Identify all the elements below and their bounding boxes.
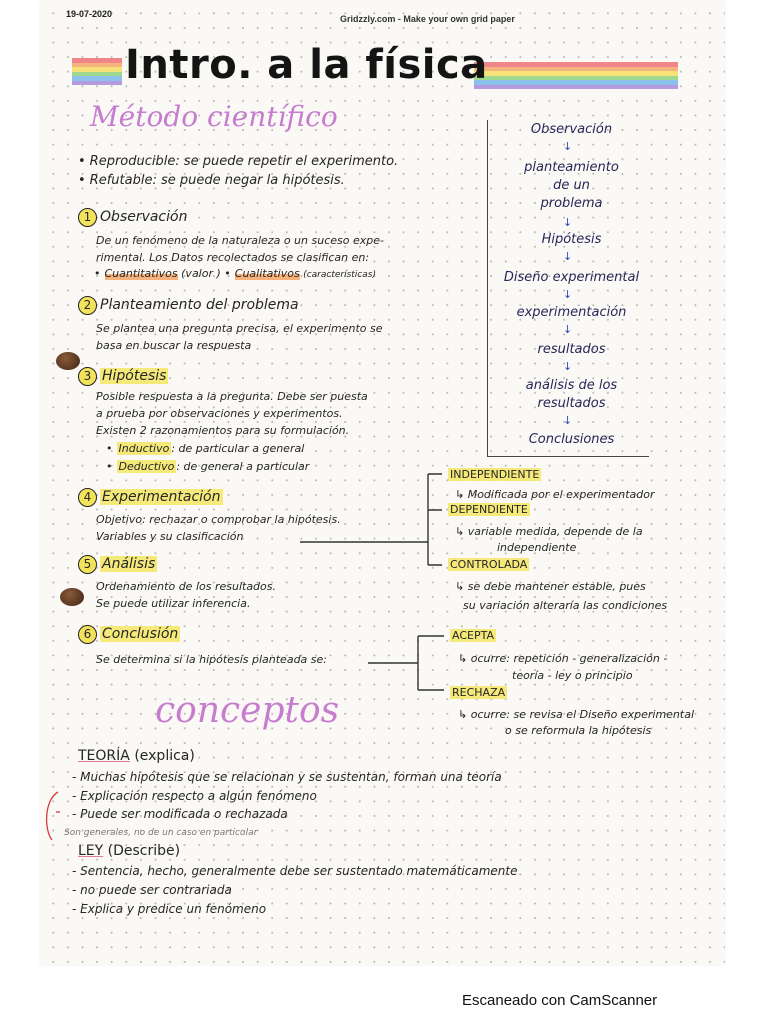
teoria-heading: TEORÍA (explica)	[78, 748, 195, 764]
flow-arrow-7: ↓	[563, 414, 573, 427]
step-2-heading: 2 Planteamiento del problema	[78, 296, 299, 315]
flow-hipotesis: Hipótesis	[541, 232, 602, 247]
conclusion-brace	[368, 636, 444, 690]
step-3-text-3: Existen 2 razonamientos para su formulación.	[96, 424, 350, 437]
page-date: 19-07-2020	[66, 9, 113, 19]
flow-analisis-resultados: resultados	[537, 396, 606, 411]
method-flowchart	[487, 120, 649, 457]
red-bracket	[47, 792, 58, 840]
ley-heading: LEY (Describe)	[78, 843, 181, 859]
flow-problema: problema	[540, 196, 603, 211]
branch-rechaza-note-1: ↳ ocurre: se revisa el Diseño experimental	[458, 708, 695, 721]
step-5-text-1: Ordenamiento de los resultados.	[96, 580, 276, 593]
flow-conclusiones: Conclusiones	[528, 432, 615, 447]
flow-resultados: resultados	[537, 342, 606, 357]
branch-acepta-note-2: teoría - ley o principio	[512, 669, 633, 682]
flow-planteamiento: planteamiento	[524, 160, 619, 175]
step-5-heading: 5 Análisis	[78, 555, 157, 574]
flow-experimentacion: experimentación	[516, 305, 627, 320]
step-1-text-1: De un fenómeno de la naturaleza o un suceso expe-	[96, 234, 384, 247]
var-dependiente-note-1: ↳ variable medida, depende de la	[455, 525, 643, 538]
flow-analisis: análisis de los	[525, 378, 618, 393]
ley-line-2: - no puede ser contrariada	[72, 883, 232, 897]
page-source: Gridzzly.com - Make your own grid paper	[340, 14, 515, 24]
teoria-line-3: - Puede ser modificada o rechazada	[72, 807, 288, 821]
step-1-text-2: rimental. Los Datos recolectados se clasifican en:	[96, 251, 370, 264]
var-controlada-note-1: ↳ se debe mantener estable, pues	[455, 580, 646, 593]
bullet-refutable: • Refutable: se puede negar la hipótesis.	[78, 173, 345, 188]
ley-line-3: - Explica y predice un fenómeno	[72, 902, 267, 916]
scanner-footer: Escaneado con CamScanner	[462, 992, 658, 1009]
metodo-heading: Método científico	[90, 100, 338, 133]
var-independiente: INDEPENDIENTE	[450, 468, 540, 481]
flow-arrow-4: ↓	[563, 288, 573, 301]
branch-rechaza: RECHAZA	[452, 686, 506, 699]
step-4-text-2: Variables y su clasificación	[96, 530, 244, 543]
conceptos-heading: conceptos	[155, 690, 340, 731]
step-3-text-2: a prueba por observaciones y experimentos.	[96, 407, 343, 420]
step-2-text-2: basa en buscar la respuesta	[96, 339, 252, 352]
teoria-side-note: Son generales, no de un caso en particular	[64, 828, 258, 838]
page-title: Intro. a la física	[125, 42, 488, 88]
step-3-heading: 3 Hipótesis	[78, 367, 168, 386]
step-5-text-2: Se puede utilizar inferencia.	[96, 597, 251, 610]
flow-diseno: Diseño experimental	[503, 270, 640, 285]
teoria-line-1: - Muchas hipótesis que se relacionan y se sustentan, forman una teoría	[72, 770, 502, 784]
flow-arrow-1: ↓	[563, 140, 573, 153]
step-3-inductivo: • Inductivo : de particular a general	[106, 442, 305, 455]
var-dependiente-note-2: independiente	[497, 541, 577, 554]
step-6-heading: 6 Conclusión	[78, 625, 180, 644]
flow-arrow-5: ↓	[563, 323, 573, 336]
step-6-text-1: Se determina si la hipótesis planteada se:	[96, 653, 327, 666]
branch-acepta-note-1: ↳ ocurre: repetición - generalización -	[458, 652, 668, 665]
var-controlada: CONTROLADA	[450, 558, 528, 571]
flow-arrow-6: ↓	[563, 360, 573, 373]
var-dependiente: DEPENDIENTE	[450, 503, 528, 516]
flow-de-un: de un	[553, 178, 590, 193]
flow-arrow-3: ↓	[563, 250, 573, 263]
binder-hole-top	[56, 352, 80, 370]
binder-hole-bottom	[60, 588, 84, 606]
flow-observacion: Observación	[530, 122, 613, 137]
ley-line-1: - Sentencia, hecho, generalmente debe ser sustentado matemáticamente	[72, 864, 518, 878]
teoria-line-2: - Explicación respecto a algún fenómeno	[72, 789, 317, 803]
bullet-reproducible: • Reproducible: se puede repetir el experimento.	[78, 154, 399, 169]
step-4-text-1: Objetivo: rechazar o comprobar la hipótesis.	[96, 513, 341, 526]
step-1-types: • Cuantitativos (valor ) • Cualitativos (características)	[94, 267, 376, 280]
step-4-heading: 4 Experimentación	[78, 488, 223, 507]
step-1-heading: 1 Observación	[78, 208, 187, 227]
variables-brace	[300, 474, 442, 565]
flow-arrow-2: ↓	[563, 216, 573, 229]
var-independiente-note: ↳ Modificada por el experimentador	[455, 488, 655, 501]
branch-rechaza-note-2: o se reformula la hipótesis	[505, 724, 652, 737]
step-3-text-1: Posible respuesta a la pregunta. Debe ser puesta	[96, 390, 368, 403]
var-controlada-note-2: su variación alteraría las condiciones	[463, 599, 668, 612]
step-2-text-1: Se plantea una pregunta precisa, el experimento se	[96, 322, 383, 335]
branch-acepta: ACEPTA	[452, 629, 494, 642]
step-3-deductivo: • Deductivo : de general a particular	[106, 460, 310, 473]
